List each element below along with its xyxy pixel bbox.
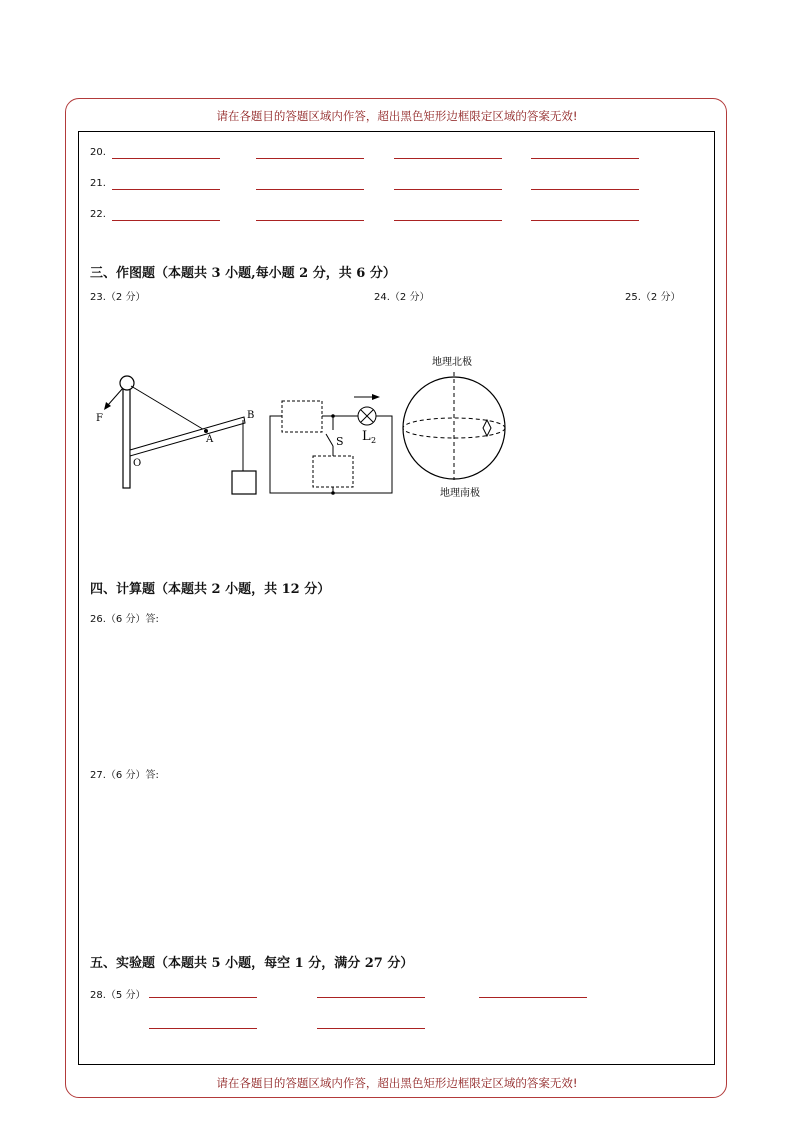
question-24-label: 24.（2 分）: [374, 292, 430, 303]
lever-diagram[interactable]: [90, 370, 270, 500]
circuit-diagram[interactable]: [268, 390, 398, 498]
answer-blank[interactable]: [317, 985, 425, 998]
label-l-sub: 2: [371, 436, 377, 445]
answer-blank[interactable]: [531, 208, 639, 221]
section-title-drawing: 三、作图题（本题共 3 小题,每小题 2 分，共 6 分）: [90, 266, 396, 281]
label-f: F: [96, 413, 103, 424]
answer-blank[interactable]: [149, 1016, 257, 1029]
answer-blank[interactable]: [394, 177, 502, 190]
question-number: 22.: [90, 209, 106, 220]
label-b: B: [247, 410, 255, 421]
question-26-label: 26.（6 分）答:: [90, 614, 159, 625]
pulley: [120, 376, 134, 390]
blank-component-top[interactable]: [282, 401, 322, 432]
section-title-experiment: 五、实验题（本题共 5 小题，每空 1 分，满分 27 分）: [90, 956, 414, 971]
point-a: [204, 429, 208, 433]
rope-f: [108, 388, 123, 405]
answer-blank[interactable]: [149, 985, 257, 998]
answer-blank[interactable]: [256, 177, 364, 190]
globe-diagram[interactable]: [396, 350, 516, 502]
label-s: S: [336, 435, 344, 448]
blank-component-bottom[interactable]: [313, 456, 353, 487]
question-number: 20.: [90, 147, 106, 158]
label-a: A: [206, 434, 214, 445]
notice-top: 请在各题目的答题区域内作答，超出黑色矩形边框限定区域的答案无效!: [216, 109, 578, 123]
question-28-label: 28.（5 分）: [90, 990, 146, 1001]
question-25-label: 25.（2 分）: [625, 292, 681, 303]
answer-blank[interactable]: [394, 146, 502, 159]
answer-blank[interactable]: [317, 1016, 425, 1029]
question-23-label: 23.（2 分）: [90, 292, 146, 303]
label-l: L: [362, 429, 371, 444]
answer-blank[interactable]: [112, 146, 220, 159]
weight-block: [232, 471, 256, 494]
answer-blank[interactable]: [112, 177, 220, 190]
label-south-pole: 地理南极: [440, 488, 480, 499]
answer-blank[interactable]: [256, 208, 364, 221]
lever-bar: [130, 417, 245, 456]
notice-bottom: 请在各题目的答题区域内作答，超出黑色矩形边框限定区域的答案无效!: [216, 1076, 578, 1090]
label-north-pole: 地理北极: [432, 357, 472, 368]
answer-blank[interactable]: [531, 177, 639, 190]
current-arrow-head: [372, 394, 380, 400]
section-title-calculation: 四、计算题（本题共 2 小题，共 12 分）: [90, 582, 331, 597]
answer-blank[interactable]: [112, 208, 220, 221]
question-27-label: 27.（6 分）答:: [90, 770, 159, 781]
answer-blank[interactable]: [256, 146, 364, 159]
switch-icon: [326, 434, 333, 446]
lever-pole: [123, 388, 130, 488]
label-o: O: [133, 458, 142, 469]
answer-blank[interactable]: [394, 208, 502, 221]
question-number: 21.: [90, 178, 106, 189]
answer-blank[interactable]: [479, 985, 587, 998]
rope-to-a: [131, 386, 206, 431]
answer-blank[interactable]: [531, 146, 639, 159]
